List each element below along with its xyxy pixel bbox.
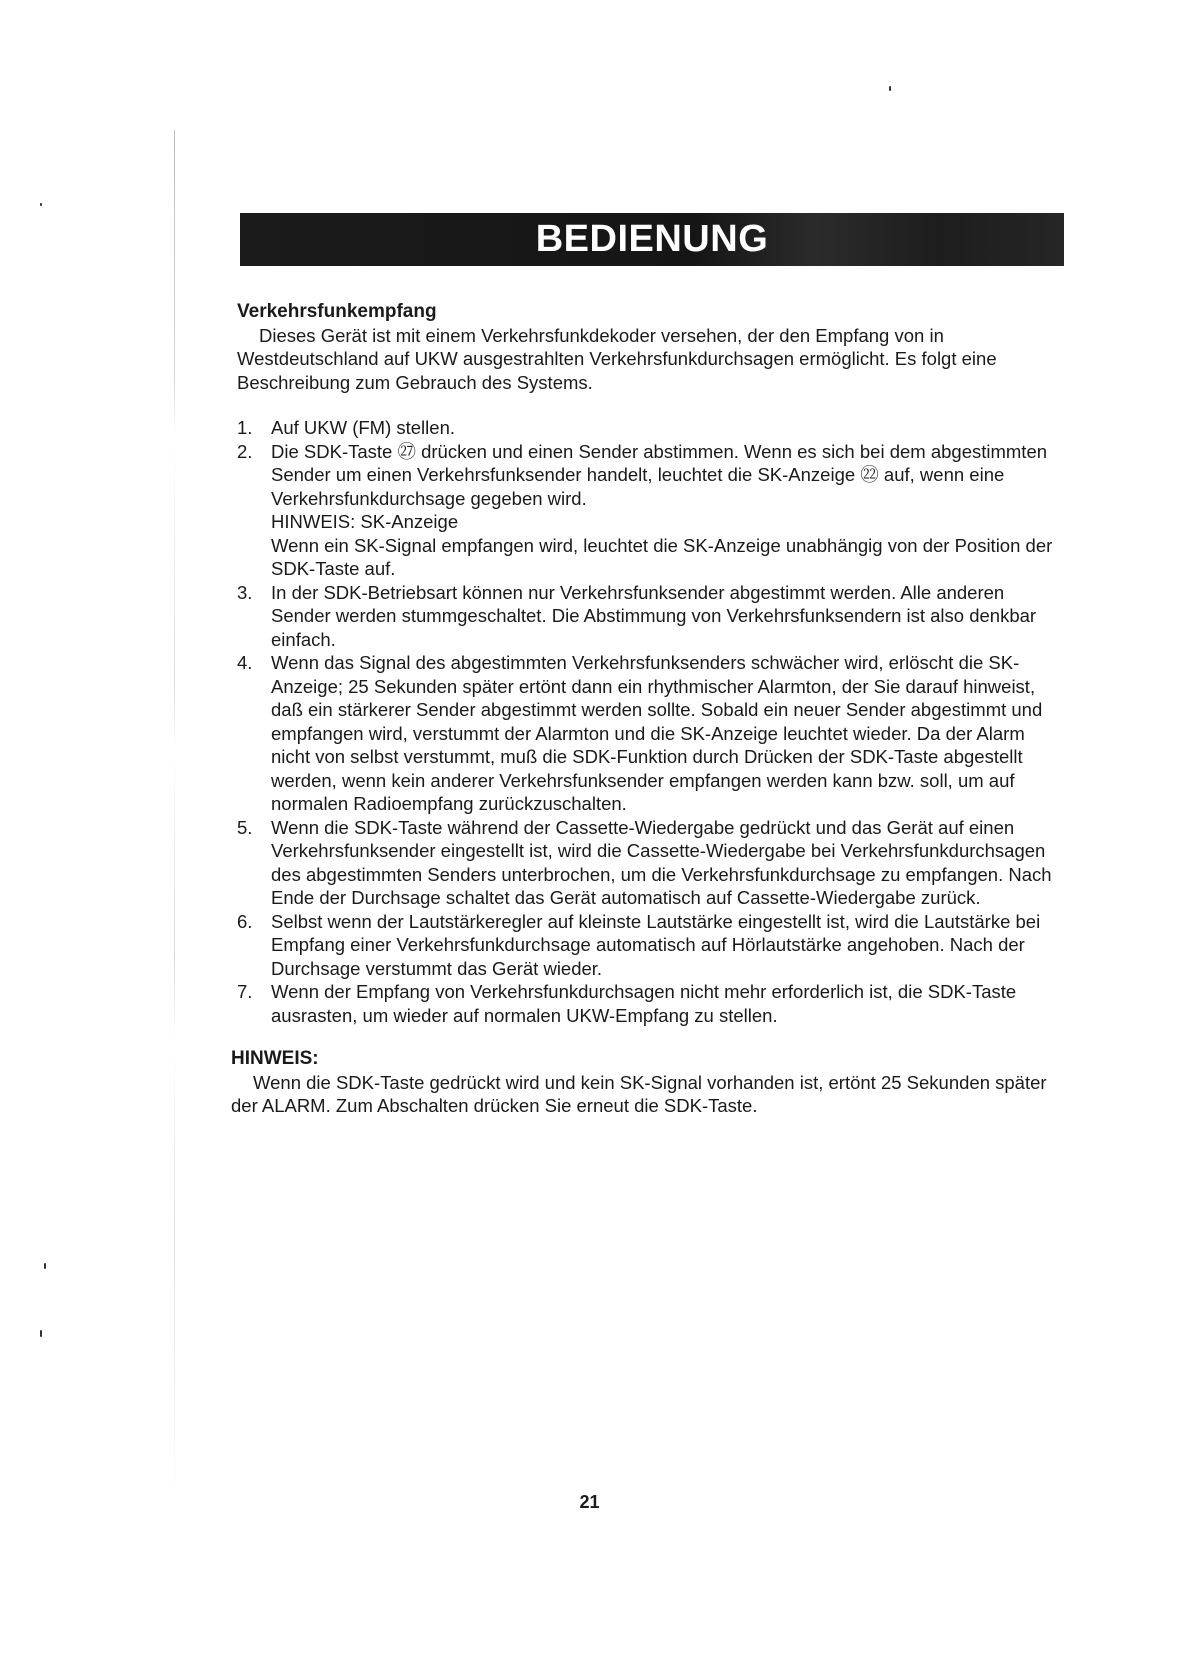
scan-speck bbox=[44, 1263, 46, 1269]
step-text: Selbst wenn der Lautstärkeregler auf kleinste Lautstärke eingestellt ist, wird die Lautstärke bei Empfang einer Verkehrsfunkdurchsage automatisch auf Hörlautstärke angehoben. Nach der Durchsage verstummt das Gerät wieder. bbox=[271, 910, 1041, 979]
list-item bbox=[237, 416, 1057, 440]
list-item bbox=[237, 980, 1057, 1027]
step-text: Wenn der Empfang von Verkehrsfunkdurchsagen nicht mehr erforderlich ist, die SDK-Taste ausrasten, um wieder auf normalen UKW-Empfang zu stellen. bbox=[271, 981, 1017, 1026]
note-text: Wenn die SDK-Taste gedrückt wird und kein SK-Signal vorhanden ist, ertönt 25 Sekunden später der ALARM. Zum Abschalten drücken Sie erneut die SDK-Taste. bbox=[231, 1071, 1047, 1116]
step-number: 1. bbox=[237, 417, 253, 438]
step-text: Die SDK-Taste ㉗ drücken und einen Sender abstimmen. Wenn es sich bei dem abgestimmten Sender um einen Verkehrsfunksender handelt, leuchtet die SK-Anzeige ㉒ auf, wenn eine Verkehrsfunkdurchsage gegeben wird. bbox=[271, 440, 1048, 509]
instruction-list bbox=[237, 416, 1057, 1027]
list-item bbox=[237, 816, 1057, 910]
step-note-label: HINWEIS: SK-Anzeige bbox=[271, 511, 459, 532]
page-title: BEDIENUNG bbox=[535, 218, 769, 260]
step-number: 4. bbox=[237, 652, 253, 673]
step-text: Wenn das Signal des abgestimmten Verkehrsfunksenders schwächer wird, erlöscht die SK-Anzeige; 25 Sekunden später ertönt dann ein rhythmischer Alarmton, der Sie darauf hinweist, daß ein stärkerer Sender abgestimmt werden sollte. Sobald ein neuer Sender abgestimmt und empfangen wird, verstummt der Alarmton und die SK-Anzeige leuchtet wieder. Da der Alarm nicht von selbst verstummt, muß die SDK-Funktion durch Drücken der SDK-Taste abgestellt werden, wenn kein anderer Verkehrsfunksender empfangen werden kann bzw. soll, um auf normalen Radioempfang zurückzuschalten. bbox=[271, 652, 1043, 814]
step-number: 7. bbox=[237, 981, 253, 1002]
step-text: Wenn die SDK-Taste während der Cassette-Wiedergabe gedrückt und das Gerät auf einen Verkehrsfunksender eingestellt ist, wird die Cassette-Wiedergabe bei Verkehrsfunkdurchsagen des abgestimmten Senders unterbrochen, um die Verkehrsfunkdurchsage zu empfangen. Nach Ende der Durchsage schaltet das Gerät automatisch auf Cassette-Wiedergabe zurück. bbox=[271, 816, 1052, 908]
scan-speck bbox=[40, 203, 42, 206]
list-item bbox=[237, 651, 1057, 816]
step-note-text: Wenn ein SK-Signal empfangen wird, leuchtet die SK-Anzeige unabhängig von der Position der SDK-Taste auf. bbox=[271, 534, 1053, 579]
step-number: 3. bbox=[237, 581, 253, 603]
step-text: Auf UKW (FM) stellen. bbox=[271, 417, 455, 438]
scan-speck bbox=[889, 86, 891, 91]
step-text: In der SDK-Betriebsart können nur Verkehrsfunksender abgestimmt werden. Alle anderen Sender werden stummgeschaltet. Die Abstimmung von Verkehrsfunksendern ist also denkbar einfach. bbox=[271, 581, 1037, 650]
intro-paragraph: Dieses Gerät ist mit einem Verkehrsfunkdekoder versehen, der den Empfang von in Westdeutschland auf UKW ausgestrahlten Verkehrsfunkdurchsagen ermöglicht. Es folgt eine Beschreibung zum Gebrauch des Systems. bbox=[237, 324, 997, 393]
section-title: Verkehrsfunkempfang bbox=[237, 301, 437, 322]
scan-margin-line bbox=[174, 130, 175, 1510]
list-item bbox=[237, 910, 1057, 981]
section-header-bar bbox=[240, 213, 1064, 266]
step-number: 6. bbox=[237, 910, 253, 932]
step-number: 5. bbox=[237, 816, 253, 838]
note-title: HINWEIS: bbox=[231, 1048, 319, 1069]
document-body bbox=[231, 300, 1057, 1118]
list-item bbox=[237, 440, 1057, 581]
scan-speck bbox=[40, 1330, 42, 1337]
list-item bbox=[237, 581, 1057, 652]
page-number: 21 bbox=[579, 1492, 600, 1512]
step-number: 2. bbox=[237, 440, 253, 462]
